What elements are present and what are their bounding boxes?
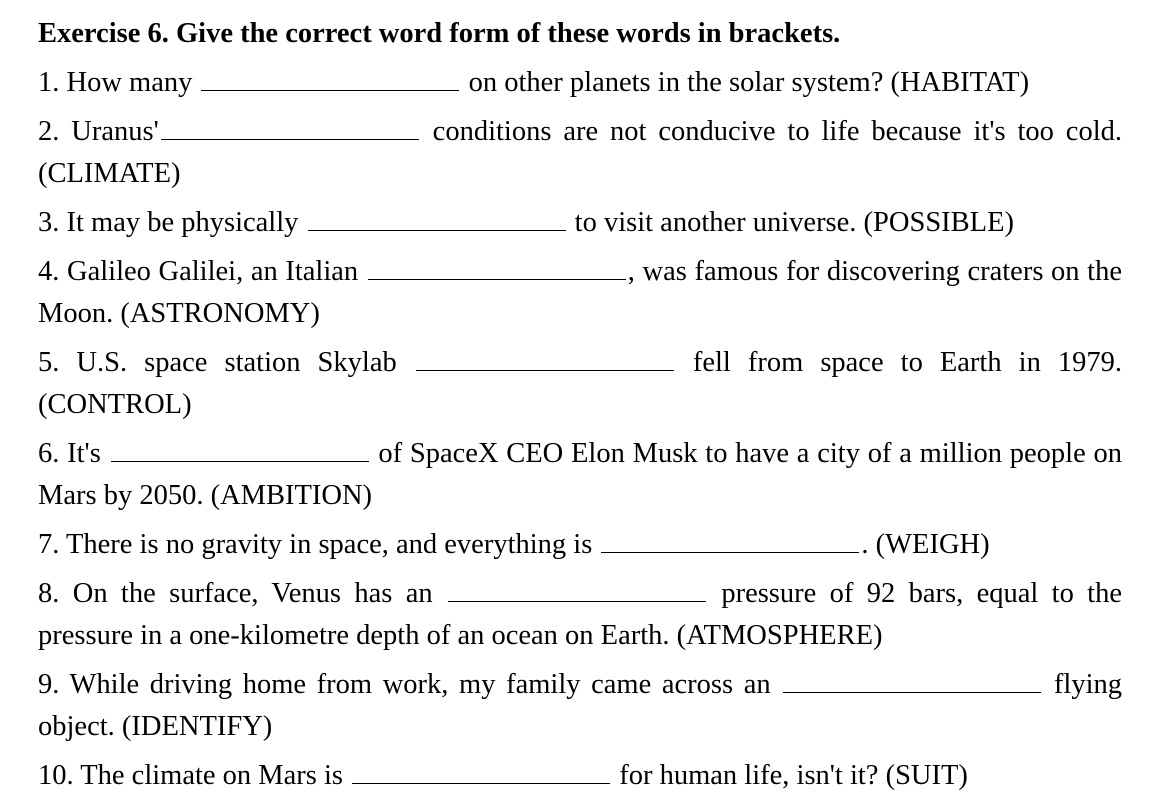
question-text: 7. There is no gravity in space, and everything is: [38, 529, 600, 560]
question-5: [38, 342, 1122, 426]
question-text: 10. The climate on Mars is: [38, 760, 351, 791]
answer-blank[interactable]: [448, 600, 706, 602]
answer-blank[interactable]: [308, 229, 566, 231]
question-6: [38, 433, 1122, 517]
question-9: [38, 664, 1122, 748]
exercise-title: Exercise 6. Give the correct word form of these words in brackets.: [38, 18, 841, 49]
question-text: 1. How many: [38, 67, 200, 98]
question-text: 4. Galileo Galilei, an Italian: [38, 256, 366, 287]
answer-blank[interactable]: [352, 782, 610, 784]
question-text: fell from space to Earth in 1979. (CONTROL): [38, 347, 1122, 420]
question-8: [38, 573, 1122, 657]
question-text: . (WEIGH): [861, 529, 990, 560]
question-1: [38, 62, 1122, 104]
question-3: [38, 202, 1122, 244]
answer-blank[interactable]: [368, 278, 626, 280]
answer-blank[interactable]: [783, 691, 1041, 693]
question-4: [38, 251, 1122, 335]
question-text: conditions are not conducive to life because it's too cold. (CLIMATE): [38, 116, 1122, 189]
question-text: 3. It may be physically: [38, 207, 306, 238]
answer-blank[interactable]: [201, 89, 459, 91]
question-text: on other planets in the solar system? (HABITAT): [461, 67, 1030, 98]
question-text: pressure of 92 bars, equal to the pressure in a one-kilometre depth of an ocean on Earth. (ATMOSPHERE): [38, 578, 1122, 651]
answer-blank[interactable]: [601, 551, 859, 553]
question-text: of SpaceX CEO Elon Musk to have a city of a million people on Mars by 2050. (AMBITION): [38, 438, 1123, 511]
question-7: [38, 524, 1122, 566]
question-text: 6. It's: [38, 438, 109, 469]
answer-blank[interactable]: [111, 460, 369, 462]
question-text: for human life, isn't it? (SUIT): [612, 760, 968, 791]
question-text: 5. U.S. space station Skylab: [38, 347, 414, 378]
question-text: 2. Uranus': [38, 116, 159, 147]
question-text: flying object. (IDENTIFY): [38, 669, 1122, 742]
answer-blank[interactable]: [161, 138, 419, 140]
answer-blank[interactable]: [416, 369, 674, 371]
question-text: to visit another universe. (POSSIBLE): [567, 207, 1014, 238]
question-10: [38, 755, 1122, 797]
question-2: [38, 111, 1122, 195]
question-text: 8. On the surface, Venus has an: [38, 578, 446, 609]
question-text: , was famous for discovering craters on the Moon. (ASTRONOMY): [38, 256, 1122, 329]
question-text: 9. While driving home from work, my family came across an: [38, 669, 782, 700]
